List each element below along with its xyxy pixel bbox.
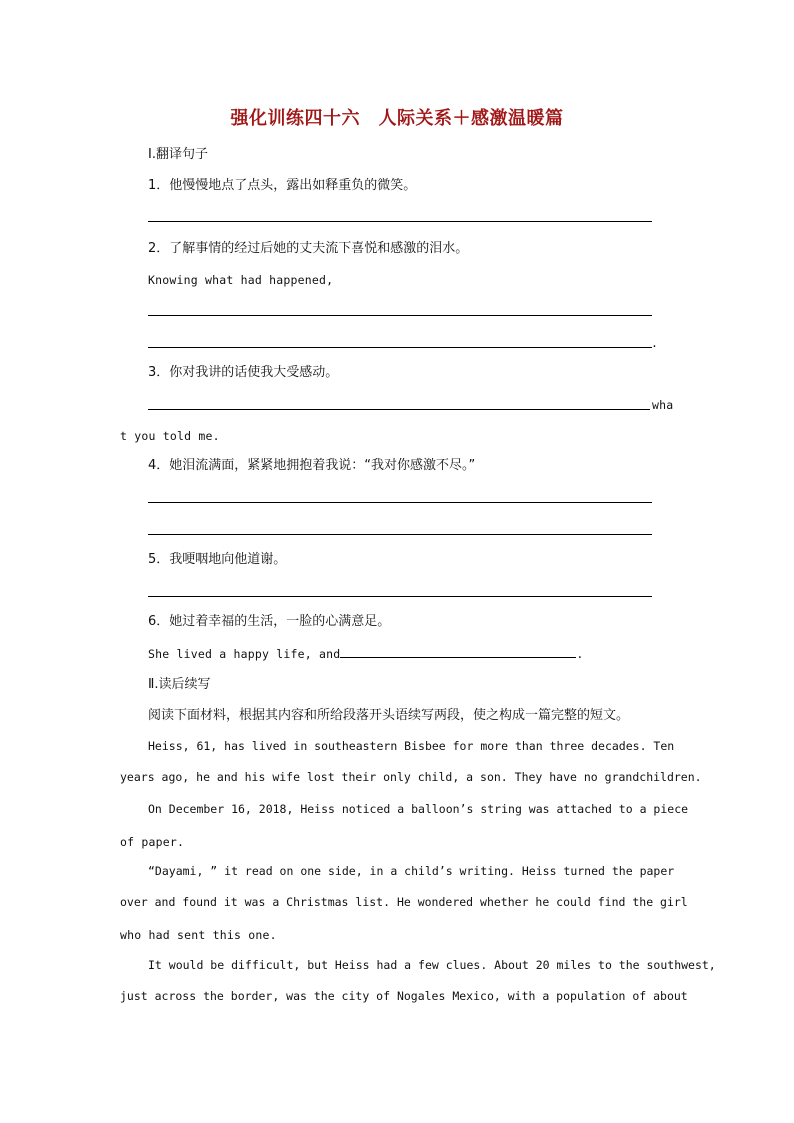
question-5: 5．我哽咽地向他道谢。 — [148, 552, 287, 567]
section-2-instruction: 阅读下面材料，根据其内容和所给段落开头语续写两段，使之构成一篇完整的短文。 — [148, 708, 630, 723]
passage-line: It would be difficult, but Heiss had a few clues. About 20 miles to the southwest, — [148, 958, 716, 972]
question-3-continuation: t you told me. — [120, 429, 220, 443]
answer-line-4a — [148, 502, 652, 503]
question-2-prompt: Knowing what had happened, — [148, 273, 334, 287]
answer-line-1 — [148, 221, 652, 222]
question-1: 1．他慢慢地点了点头，露出如释重负的微笑。 — [148, 178, 417, 193]
question-3: 3．你对我讲的话使我大受感动。 — [148, 365, 339, 380]
answer-line-2b — [148, 347, 652, 348]
question-2-end-period: . — [651, 336, 659, 350]
question-6-prompt-row — [148, 645, 583, 663]
question-6: 6．她过着幸福的生活，一脸的心满意足。 — [148, 614, 391, 629]
section-2-heading: Ⅱ.读后续写 — [148, 677, 211, 692]
answer-line-2a — [148, 315, 652, 316]
answer-line-3 — [148, 409, 650, 410]
passage-line: over and found it was a Christmas list. He wondered whether he could find the girl — [120, 895, 688, 909]
passage-line: just across the border, was the city of Nogales Mexico, with a population of about — [120, 989, 688, 1003]
answer-line-5 — [148, 596, 652, 597]
page-title: 强化训练四十六 人际关系＋感激温暖篇 — [230, 108, 564, 129]
answer-blank-6 — [340, 645, 576, 658]
passage-line: On December 16, 2018, Heiss noticed a balloon’s string was attached to a piece — [148, 802, 689, 816]
passage-line: Heiss, 61, has lived in southeastern Bisbee for more than three decades. Ten — [148, 739, 675, 753]
question-6-prompt: She lived a happy life, and — [148, 647, 341, 661]
question-2: 2．了解事情的经过后她的丈夫流下喜悦和感激的泪水。 — [148, 241, 469, 256]
question-6-end-period: . — [576, 647, 584, 661]
passage-line: who had sent this one. — [120, 928, 277, 942]
question-3-tail: wha — [652, 398, 674, 412]
section-1-heading: Ⅰ.翻译句子 — [148, 147, 208, 162]
question-4: 4．她泪流满面，紧紧地拥抱着我说：“我对你感激不尽。” — [148, 458, 476, 473]
passage-line: years ago, he and his wife lost their only child, a son. They have no grandchildren. — [120, 770, 702, 784]
answer-line-4b — [148, 534, 652, 535]
passage-line: of paper. — [120, 835, 185, 849]
passage-line: “Dayami, ” it read on one side, in a child’s writing. Heiss turned the paper — [148, 864, 675, 878]
